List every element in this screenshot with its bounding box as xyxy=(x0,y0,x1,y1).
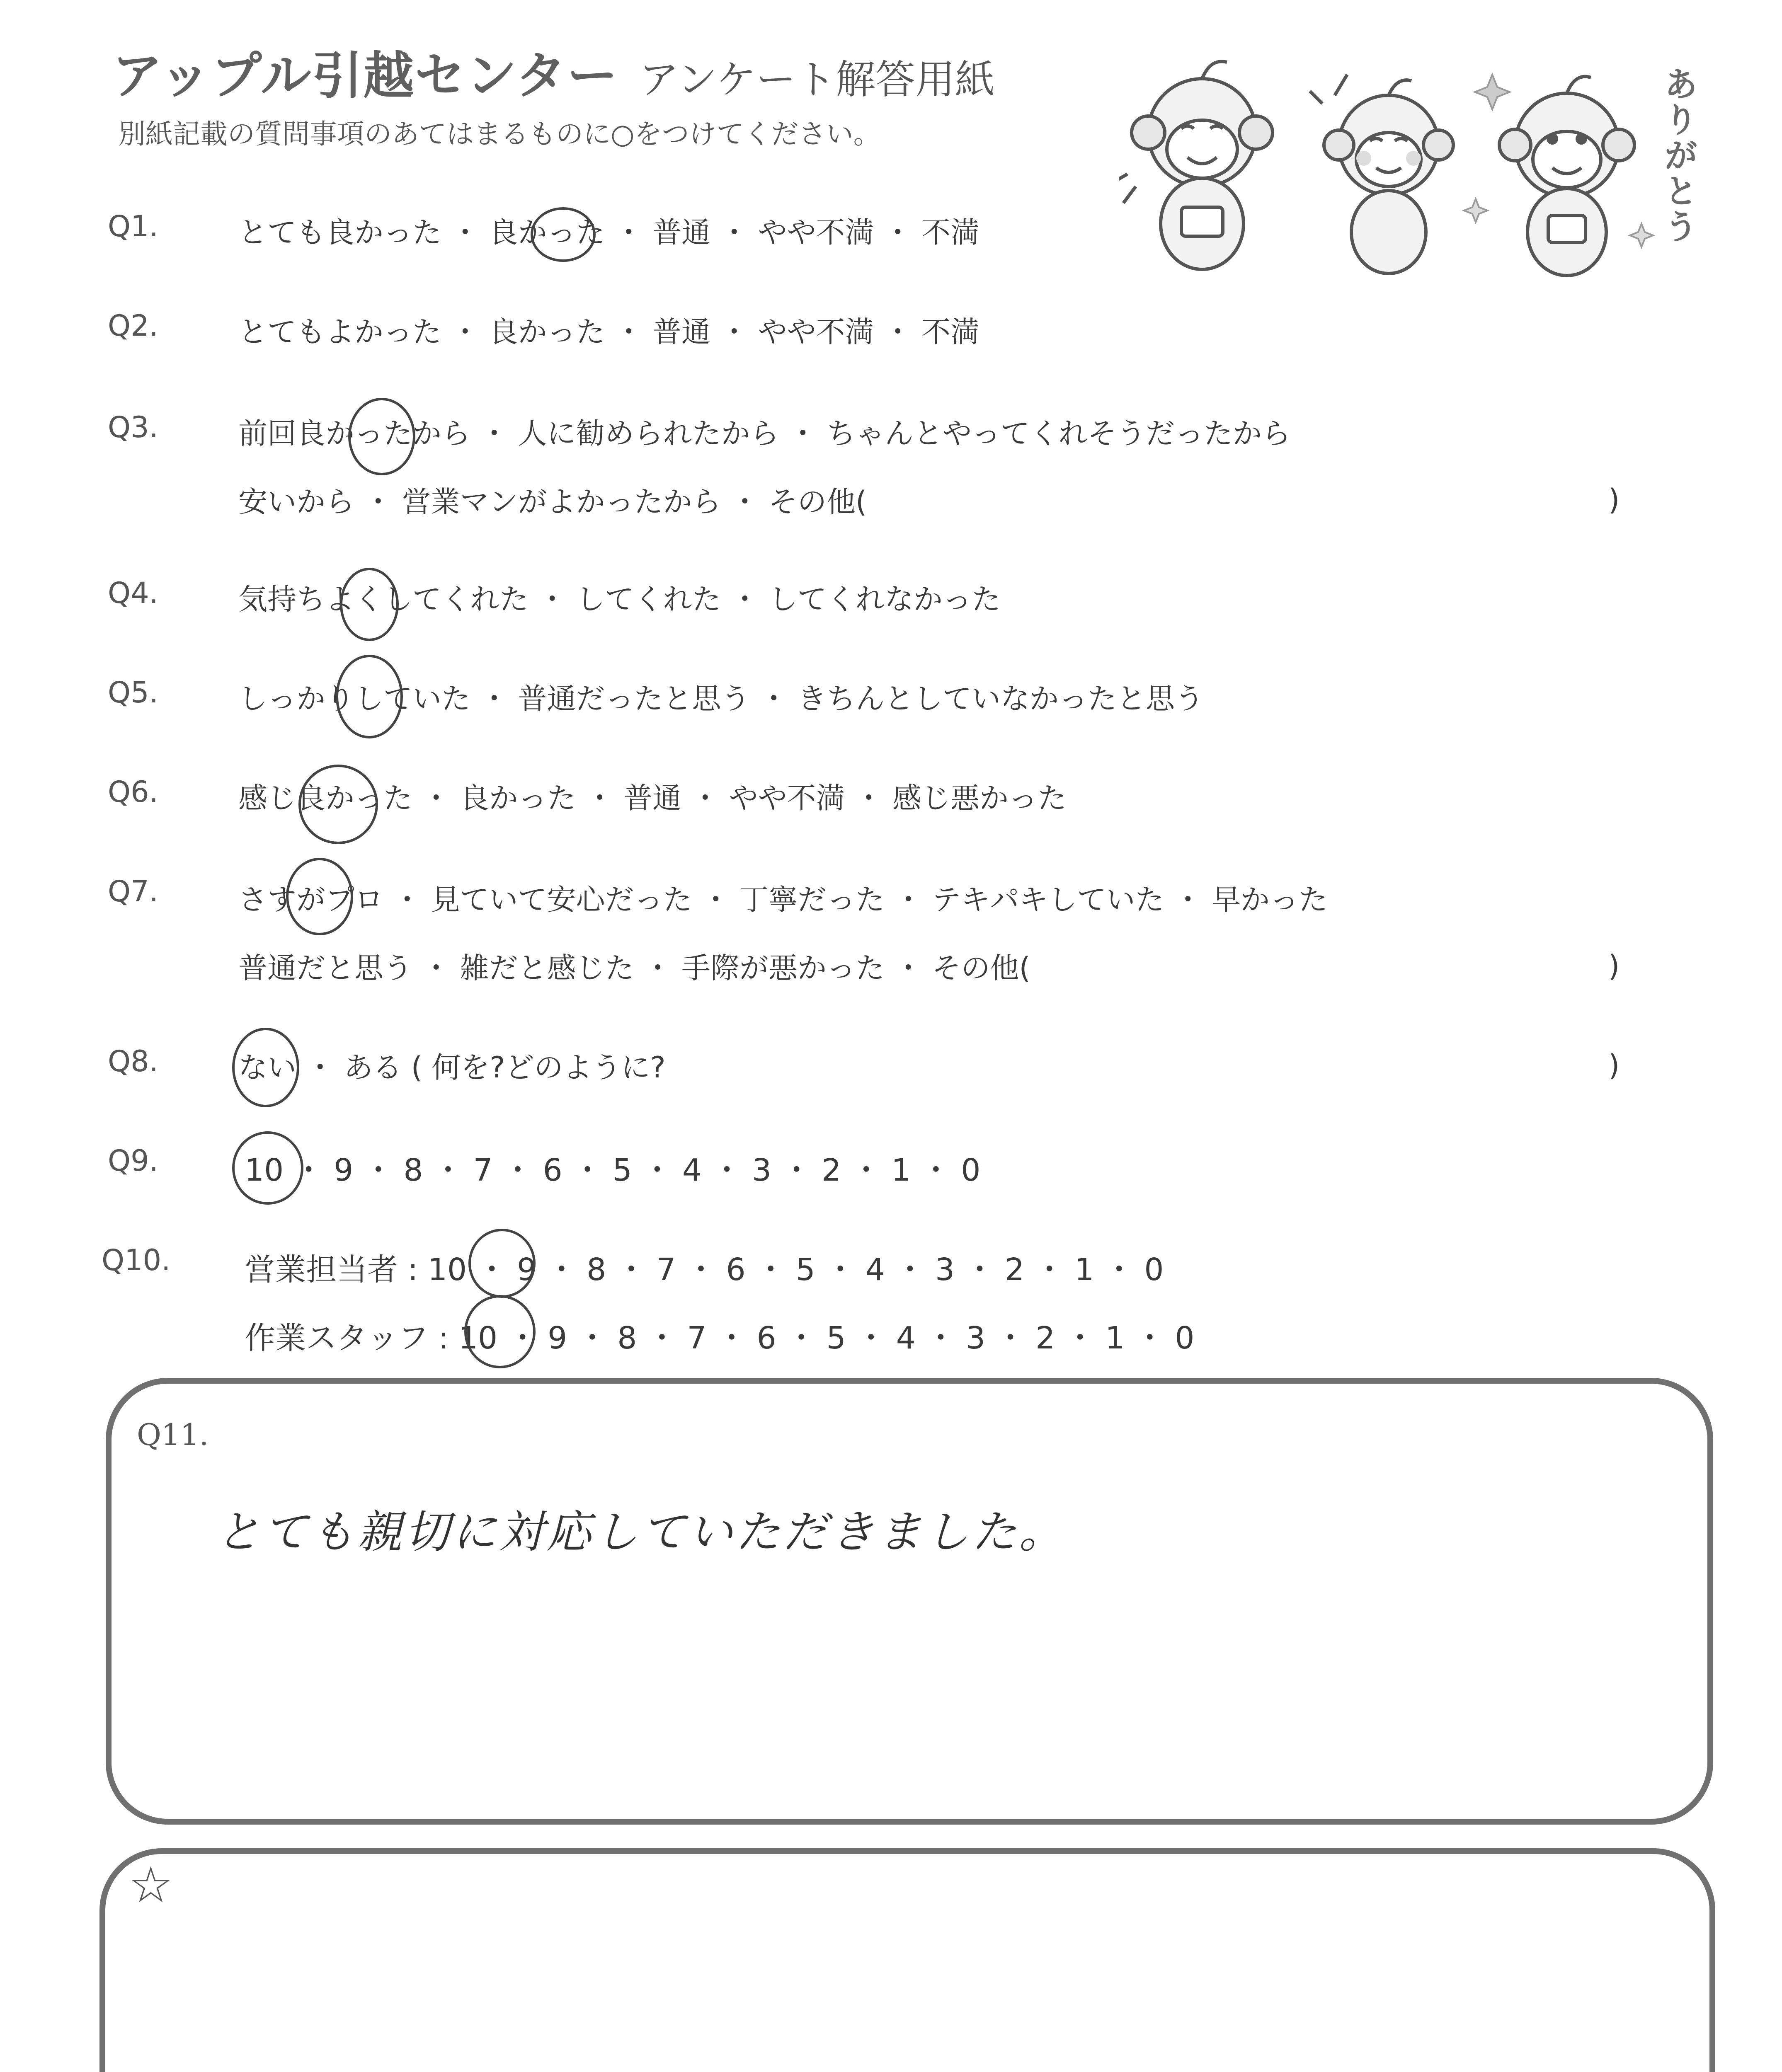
q7-answer-circle xyxy=(286,858,353,935)
q6-options: 感じ良かった ・ 良かった ・ 普通 ・ やや不満 ・ 感じ悪かった xyxy=(238,781,1067,815)
q1-options: とても良かった ・ 良かった ・ 普通 ・ やや不満 ・ 不満 xyxy=(238,215,980,249)
q7-options-line2: 普通だと思う ・ 雑だと感じた ・ 手際が悪かった ・ その他( xyxy=(238,951,1030,985)
form-title xyxy=(112,35,995,108)
q5-options: しっかりしていた ・ 普通だったと思う ・ きちんとしていなかったと思う xyxy=(238,682,1204,716)
q4-answer-circle xyxy=(340,568,399,641)
q5-answer-circle xyxy=(336,655,403,738)
q7-close-paren: ) xyxy=(1608,949,1620,983)
q8-answer-circle xyxy=(232,1028,299,1107)
form-name: アンケート解答用紙 xyxy=(639,56,995,103)
monkey-left-icon xyxy=(1119,61,1273,269)
q7-number: Q7. xyxy=(108,874,158,908)
q11-label: Q11. xyxy=(137,1417,209,1452)
q10-sales-scale: 営業担当者 : 10 ・ 9 ・ 8 ・ 7 ・ 6 ・ 5 ・ 4 ・ 3 ・ 2 ・ 1 ・ 0 xyxy=(245,1252,1164,1288)
q6-answer-circle xyxy=(298,765,378,844)
q4-number: Q4. xyxy=(108,576,158,610)
q10-staff-answer-circle xyxy=(464,1295,536,1368)
q10-number: Q10. xyxy=(102,1243,171,1277)
q3-close-paren: ) xyxy=(1608,483,1620,517)
q10-staff-scale: 作業スタッフ : 10 ・ 9 ・ 8 ・ 7 ・ 6 ・ 5 ・ 4 ・ 3 ・ 2 ・ 1 ・ 0 xyxy=(245,1320,1195,1356)
q2-options: とてもよかった ・ 良かった ・ 普通 ・ やや不満 ・ 不満 xyxy=(238,315,980,349)
q2-number: Q2. xyxy=(108,309,158,343)
q8-close-paren: ) xyxy=(1608,1048,1620,1082)
q6-number: Q6. xyxy=(108,775,158,809)
q4-options: 気持ちよくしてくれた ・ してくれた ・ してくれなかった xyxy=(238,582,1001,616)
q9-answer-circle xyxy=(232,1131,303,1205)
q11-handwritten-answer: とても親切に対応していただきました。 xyxy=(216,1506,1067,1558)
company-name: アップル引越センター xyxy=(112,46,618,105)
q10-sales-answer-circle xyxy=(468,1229,536,1298)
q3-options-line2: 安いから ・ 営業マンがよかったから ・ その他( xyxy=(238,485,867,519)
q8-number: Q8. xyxy=(108,1044,158,1078)
q9-scale: 10 ・ 9 ・ 8 ・ 7 ・ 6 ・ 5 ・ 4 ・ 3 ・ 2 ・ 1 ・ 0 xyxy=(245,1152,981,1188)
monkey-right-icon xyxy=(1499,77,1634,276)
star-icon: ☆ xyxy=(128,1857,173,1914)
monkey-middle-icon xyxy=(1310,75,1453,274)
q11-comment-box xyxy=(106,1378,1713,1825)
q3-number: Q3. xyxy=(108,410,158,444)
free-comment-box xyxy=(99,1848,1715,2072)
q1-answer-circle xyxy=(531,207,596,262)
q7-options-line1: さすがプロ ・ 見ていて安心だった ・ 丁寧だった ・ テキパキしていた ・ 早かった xyxy=(238,883,1328,917)
q1-number: Q1. xyxy=(108,209,158,243)
q5-number: Q5. xyxy=(108,675,158,709)
q9-number: Q9. xyxy=(108,1144,158,1178)
q8-options: ない ・ ある ( 何を?どのように? xyxy=(238,1051,666,1084)
q3-answer-circle xyxy=(348,398,415,475)
monkey-mascots-illustration xyxy=(1119,50,1700,282)
instruction-text: 別紙記載の質問事項のあてはまるものに○をつけてください。 xyxy=(118,118,881,150)
q3-options-line1: 前回良かったから ・ 人に勧められたから ・ ちゃんとやってくれそうだったから xyxy=(238,416,1291,450)
thanks-text: ありがとう xyxy=(1658,66,1698,244)
